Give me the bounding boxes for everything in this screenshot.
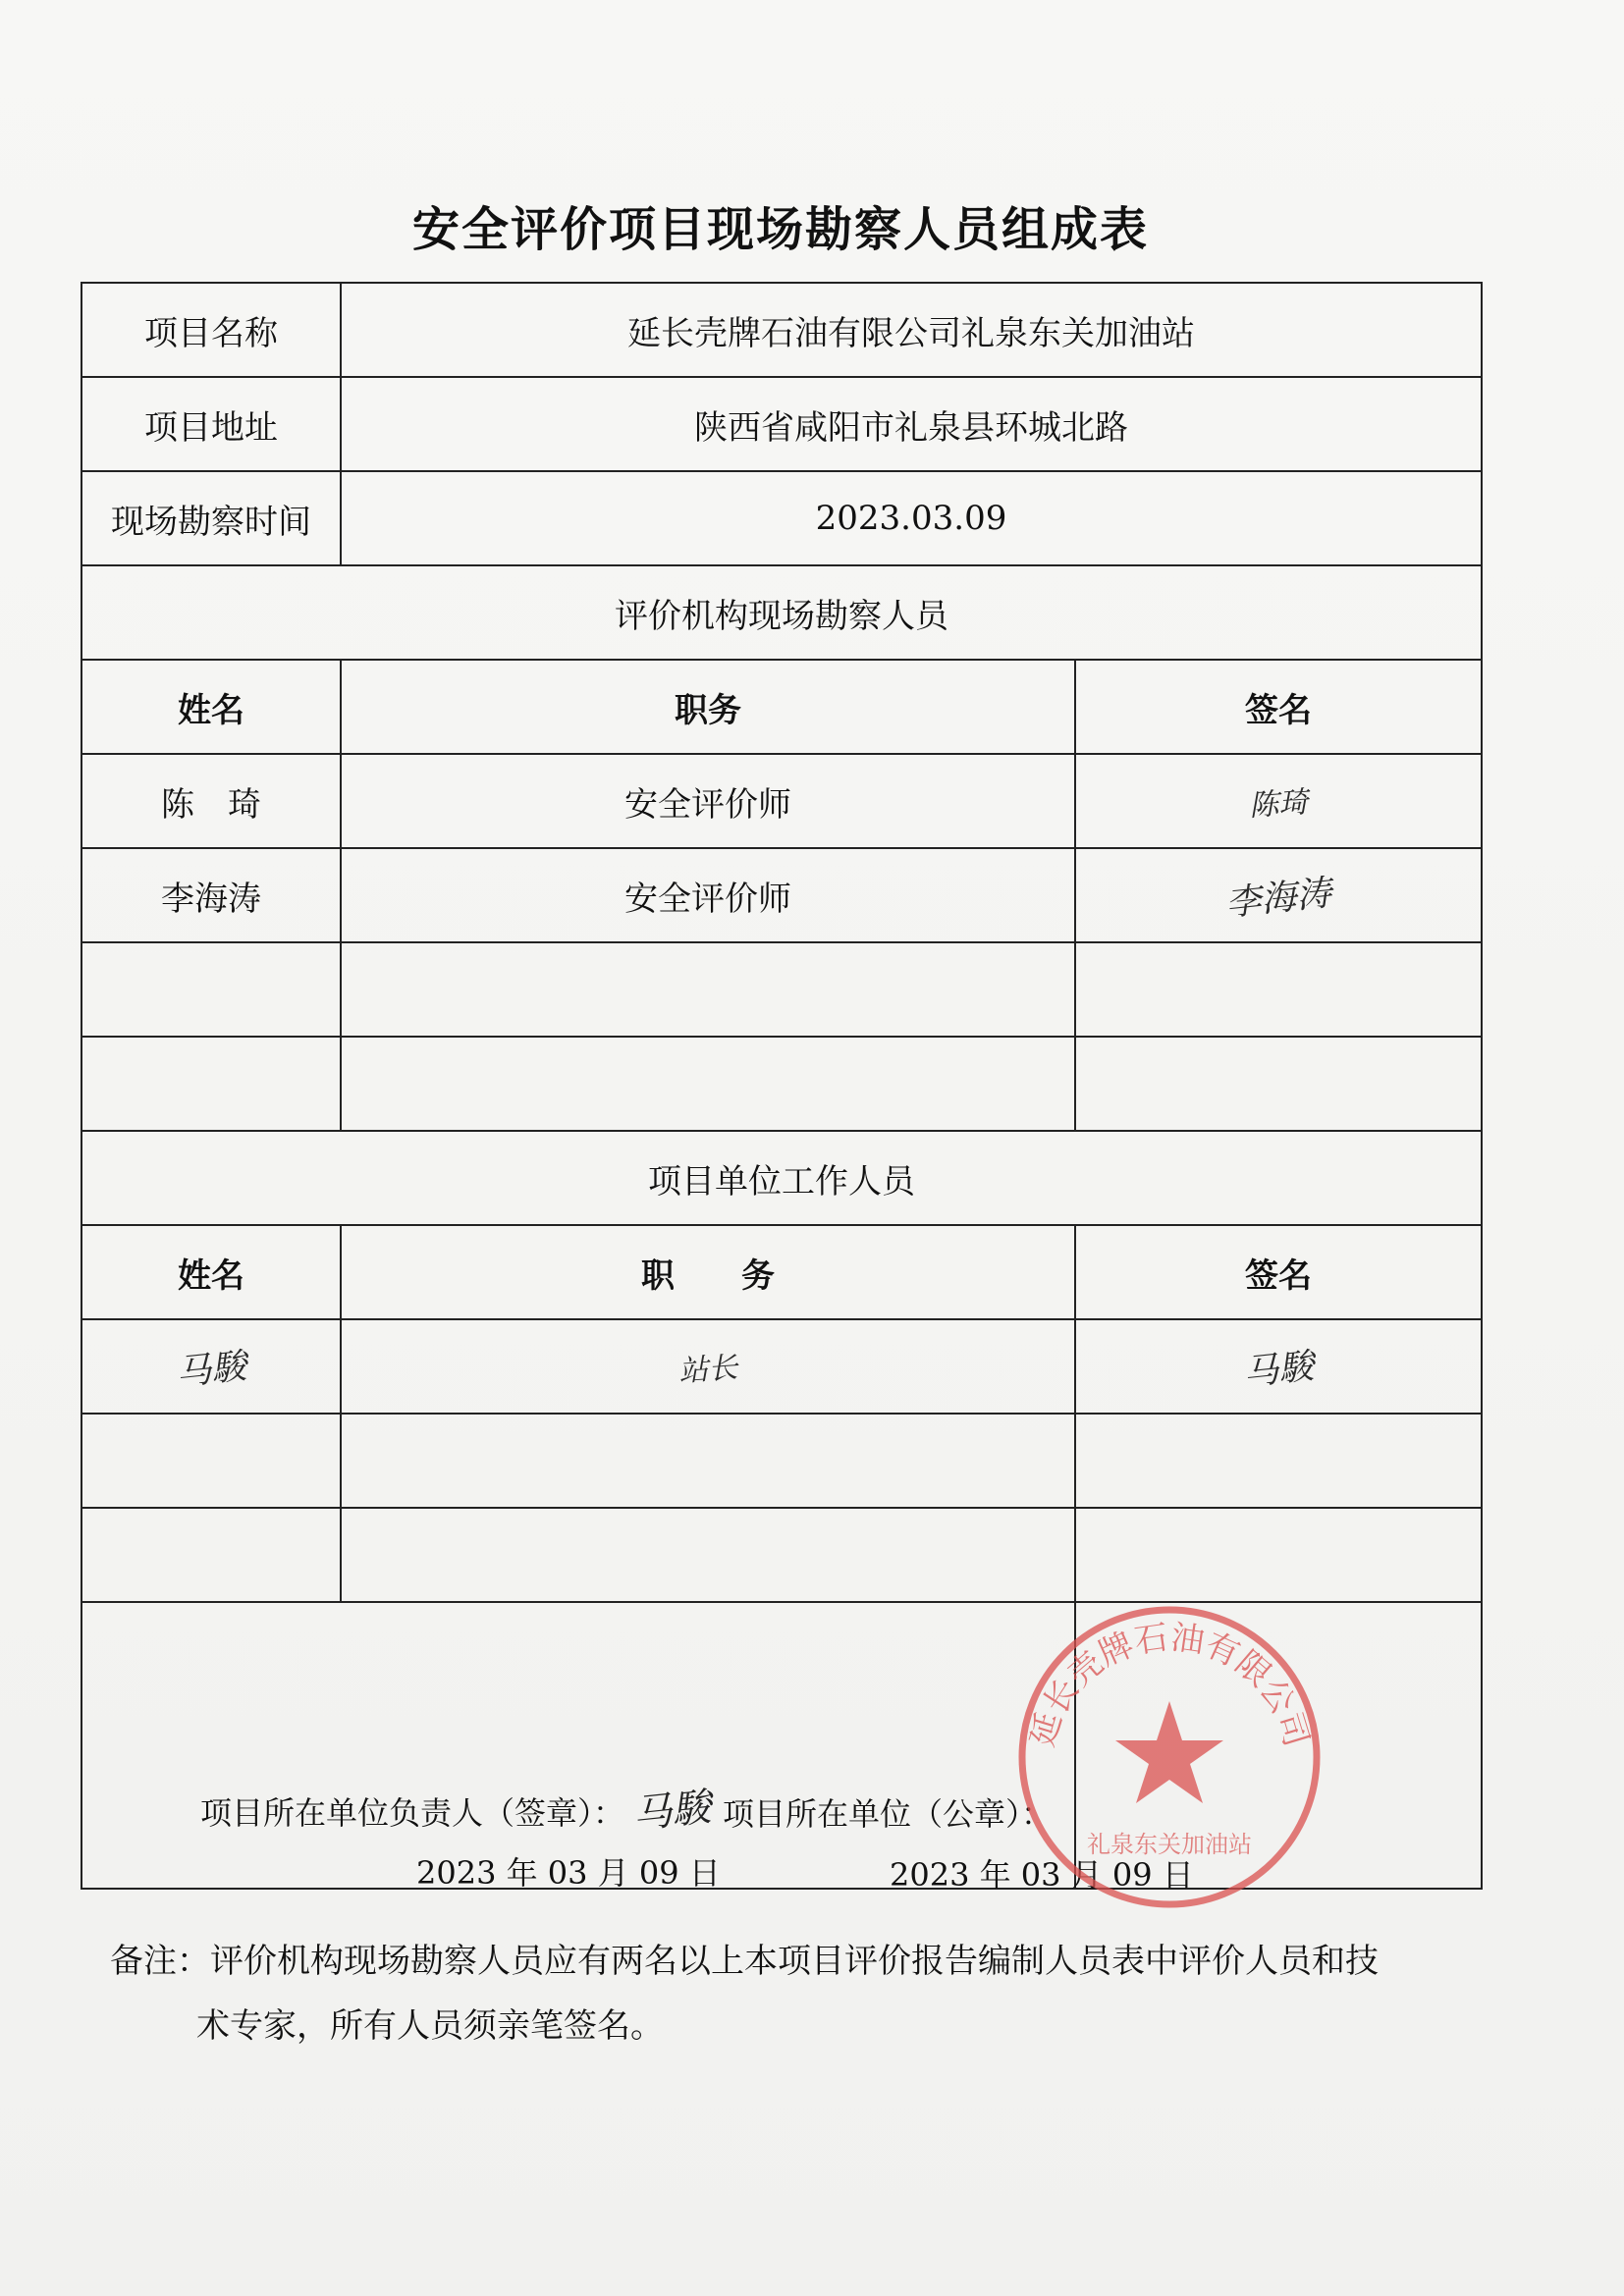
table-row: [81, 1037, 1482, 1131]
eval-person-signature-cell: [1075, 754, 1482, 848]
unit-col-duty: 职 务: [341, 1225, 1075, 1319]
handwritten-signature: 马駿: [1241, 1345, 1317, 1394]
eval-person-duty: [341, 942, 1075, 1037]
footnote-line-2: 术专家，所有人员须亲笔签名。: [196, 2006, 664, 2046]
unit-section-heading-row: [81, 1131, 1482, 1225]
table-row: [81, 1319, 1482, 1414]
eval-person-name: 李海涛: [81, 848, 341, 942]
responsible-person-date: 2023 年 03 月 09 日: [416, 1854, 721, 1892]
unit-person-signature-cell: [1075, 1508, 1482, 1602]
handwritten-name: 马駿: [174, 1345, 249, 1394]
unit-person-signature-cell: [1075, 1414, 1482, 1508]
eval-section-heading-row: [81, 565, 1482, 660]
document-title: 安全评价项目现场勘察人员组成表: [411, 202, 1149, 257]
eval-person-signature-cell: [1075, 1037, 1482, 1131]
unit-person-duty: [341, 1508, 1075, 1602]
footnote: [110, 1929, 1475, 2058]
unit-person-name: [81, 1414, 341, 1508]
handwritten-duty: 站长: [677, 1350, 739, 1390]
handwritten-signature: 李海涛: [1223, 872, 1334, 925]
table-row: [81, 1414, 1482, 1508]
unit-person-duty-cell: [341, 1319, 1075, 1414]
eval-person-signature-cell: [1075, 942, 1482, 1037]
seal-star-icon: [1115, 1701, 1223, 1803]
eval-column-header-row: [81, 660, 1482, 754]
eval-person-signature-cell: [1075, 848, 1482, 942]
unit-seal-date: 2023 年 03 月 09 日: [890, 1856, 1194, 1894]
unit-person-name: [81, 1508, 341, 1602]
eval-person-name: [81, 1037, 341, 1131]
unit-seal-label: 项目所在单位（公章）：: [723, 1795, 1054, 1833]
handwritten-signature: 陈琦: [1248, 784, 1310, 825]
responsible-person-signature: 马駿: [630, 1784, 714, 1839]
seal-sub-text: 礼泉东关加油站: [1087, 1831, 1252, 1858]
table-row: [81, 1508, 1482, 1602]
unit-col-sign: 签名: [1075, 1225, 1482, 1319]
unit-person-signature-cell: [1075, 1319, 1482, 1414]
project-address-value: 陕西省咸阳市礼泉县环城北路: [341, 377, 1482, 471]
unit-person-name-cell: [81, 1319, 341, 1414]
eval-person-duty: 安全评价师: [341, 754, 1075, 848]
responsible-person-signoff-cell: [81, 1602, 1075, 1892]
eval-person-name: [81, 942, 341, 1037]
eval-section-heading: 评价机构现场勘察人员: [81, 565, 1482, 660]
official-seal-stamp: [1007, 1595, 1331, 1919]
project-address-label: 项目地址: [81, 377, 341, 471]
project-name-label: 项目名称: [81, 283, 341, 377]
table-row: [81, 754, 1482, 848]
footnote-line-1: 备注：评价机构现场勘察人员应有两名以上本项目评价报告编制人员表中评价人员和技: [110, 1942, 1379, 1981]
eval-col-duty: 职务: [341, 660, 1075, 754]
project-address-row: [81, 377, 1482, 471]
survey-time-row: [81, 471, 1482, 565]
eval-col-name: 姓名: [81, 660, 341, 754]
responsible-person-label: 项目所在单位负责人（签章）：: [200, 1794, 625, 1832]
eval-person-duty: 安全评价师: [341, 848, 1075, 942]
table-row: [81, 942, 1482, 1037]
survey-time-label: 现场勘察时间: [81, 471, 341, 565]
unit-col-name: 姓名: [81, 1225, 341, 1319]
unit-person-duty: [341, 1414, 1075, 1508]
unit-column-header-row: [81, 1225, 1482, 1319]
project-name-value: 延长壳牌石油有限公司礼泉东关加油站: [341, 283, 1482, 377]
survey-time-value: 2023.03.09: [341, 471, 1482, 565]
eval-col-sign: 签名: [1075, 660, 1482, 754]
table-row: [81, 848, 1482, 942]
eval-person-duty: [341, 1037, 1075, 1131]
unit-section-heading: 项目单位工作人员: [81, 1131, 1482, 1225]
project-name-row: [81, 283, 1482, 377]
eval-person-name: 陈 琦: [81, 754, 341, 848]
seal-arc-text: 延长壳牌石油有限公司: [1022, 1618, 1317, 1751]
